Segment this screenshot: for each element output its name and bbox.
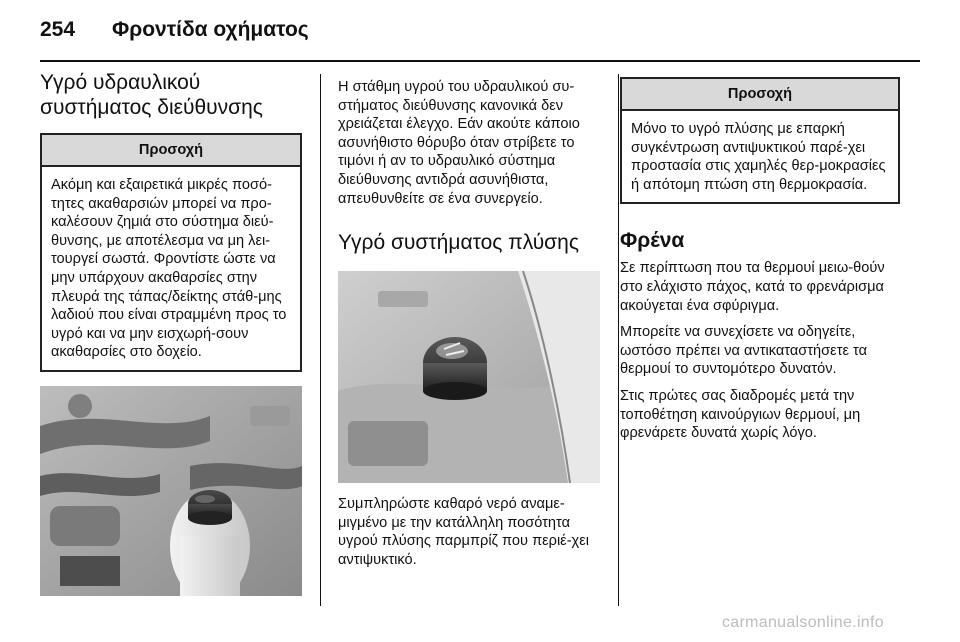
caution-box-washer bbox=[620, 77, 900, 204]
page-title: Φροντίδα οχήματος bbox=[112, 18, 309, 41]
column-middle bbox=[338, 78, 600, 570]
page-number: 254 bbox=[40, 18, 76, 41]
brakes-paragraph-1: Σε περίπτωση που τα θερμουί μειω-θούν στο ελάχιστο πάχος, κατά το φρενάρισμα ακούγεται ένα σφύριγμα. bbox=[620, 260, 885, 314]
steering-paragraph: Η στάθμη υγρού του υδραυλικού συ-στήματος διεύθυνσης κανονικά δεν χρειάζεται έλεγχο. Εάν ακούτε κάποιο ασυνήθιστο θόρυβο όταν στρίβετε το τιμόνι ή αν το υδραυλικό σύστημα διεύθυνσης αντιδρά ασυνήθιστα, απευθυνθείτε σε ένα συνεργείο. bbox=[338, 79, 580, 207]
section-heading-brakes: Φρένα bbox=[620, 229, 685, 253]
washer-reservoir-illustration bbox=[338, 271, 600, 483]
caution-box-steering bbox=[40, 133, 302, 372]
brakes-paragraph-2: Μπορείτε να συνεχίσετε να οδηγείτε, ωστόσο πρέπει να αντικαταστήσετε τα θερμουί το συντομότερο δυνατόν. bbox=[620, 324, 868, 378]
heading-line-2: συστήματος διεύθυνσης bbox=[40, 96, 263, 119]
watermark: carmanualsonline.info bbox=[722, 614, 884, 631]
column-divider-2 bbox=[618, 74, 619, 606]
caution-text: Ακόμη και εξαιρετικά μικρές ποσό-τητες ακαθαρσιών μπορεί να προ-καλέσουν ζημιά στο σύστημα διεύ-θυνσης, με αποτέλεσμα να μη λει-τουργεί σωστά. Φροντίστε ώστε να μην υπάρχουν ακαθαρσίες στην πλευρά της τάπας/δείκτης στάθ-μης λαδιού που είναι στραμμένη προς το υγρό και να μην εισχωρή-σουν ακαθαρσίες στο δοχείο. bbox=[51, 177, 287, 361]
column-divider-1 bbox=[320, 74, 321, 606]
caution-title: Προσοχή bbox=[42, 135, 300, 167]
page-header bbox=[0, 0, 960, 60]
photo-washer-reservoir bbox=[338, 271, 600, 483]
engine-bay-illustration bbox=[40, 386, 302, 596]
caution-text: Μόνο το υγρό πλύσης με επαρκή συγκέντρωση αντιψυκτικού παρέ-χει προστασία στις χαμηλές θερ-μοκρασίες ή απότομη πτώση στη θερμοκρασία. bbox=[631, 121, 886, 193]
column-left bbox=[40, 70, 302, 596]
header-rule bbox=[40, 60, 920, 62]
heading-line-1: Υγρό υδραυλικού bbox=[40, 71, 201, 94]
column-right bbox=[620, 77, 900, 443]
caution-title: Προσοχή bbox=[622, 79, 898, 111]
brakes-paragraph-3: Στις πρώτες σας διαδρομές μετά την τοποθέτηση καινούργιων θερμουί, μη φρενάρετε δυνατά χωρίς λόγο. bbox=[620, 387, 861, 442]
washer-paragraph: Συμπληρώστε καθαρό νερό αναμε-μιγμένο με την κατάλληλη ποσότητα υγρού πλύσης παρμπρίζ που περιέ-χει αντιψυκτικό. bbox=[338, 496, 589, 568]
section-heading-washer-fluid: Υγρό συστήματος πλύσης bbox=[338, 231, 579, 255]
section-heading-steering-fluid bbox=[40, 70, 302, 120]
photo-steering-reservoir bbox=[40, 386, 302, 596]
